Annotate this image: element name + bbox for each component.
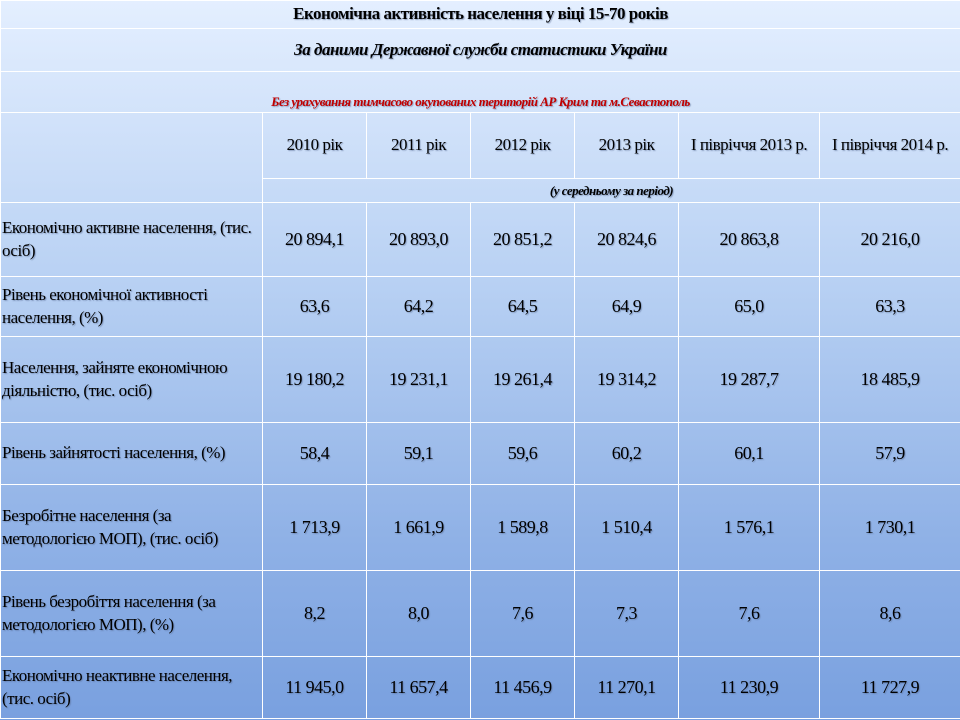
table-cell: 1 576,1	[679, 485, 820, 571]
table-cell: 1 661,9	[367, 485, 471, 571]
row-label: Економічно активне населення, (тис. осіб)	[1, 203, 263, 277]
table-row	[1, 571, 960, 657]
corner-cell	[1, 113, 263, 203]
table-cell: 8,2	[263, 571, 367, 657]
table-cell: 1 510,4	[575, 485, 679, 571]
table-cell: 20 893,0	[367, 203, 471, 277]
table-cell: 1 589,8	[471, 485, 575, 571]
table-cell: 7,6	[679, 571, 820, 657]
table-row	[1, 203, 960, 277]
table-cell: 64,5	[471, 277, 575, 337]
table-cell: 7,3	[575, 571, 679, 657]
table-cell: 59,1	[367, 423, 471, 485]
table-cell: 20 894,1	[263, 203, 367, 277]
table-row	[1, 337, 960, 423]
table-cell: 11 230,9	[679, 657, 820, 719]
column-header: І півріччя 2013 р.	[679, 113, 820, 179]
table-cell: 11 456,9	[471, 657, 575, 719]
table-cell: 20 216,0	[820, 203, 960, 277]
table-title: Економічна активність населення у віці 15-70 років	[1, 1, 960, 29]
territory-note: Без урахування тимчасово окупованих територій АР Крим та м.Севастополь	[1, 72, 960, 113]
table-row	[1, 277, 960, 337]
table-cell: 20 824,6	[575, 203, 679, 277]
table-cell: 63,6	[263, 277, 367, 337]
table-cell: 64,9	[575, 277, 679, 337]
column-header: 2011 рік	[367, 113, 471, 179]
table-cell: 57,9	[820, 423, 960, 485]
table-cell: 63,3	[820, 277, 960, 337]
table-row	[1, 657, 960, 719]
table-cell: 8,6	[820, 571, 960, 657]
column-header: І півріччя 2014 р.	[820, 113, 960, 179]
table-cell: 7,6	[471, 571, 575, 657]
table-cell: 11 727,9	[820, 657, 960, 719]
table-cell: 19 287,7	[679, 337, 820, 423]
row-label: Населення, зайняте економічною діяльністю, (тис. осіб)	[1, 337, 263, 423]
table-row	[1, 485, 960, 571]
row-label: Рівень безробіття населення (за методологією МОП), (%)	[1, 571, 263, 657]
source-line: За даними Державної служби статистики України	[1, 29, 960, 72]
row-label: Рівень зайнятості населення, (%)	[1, 423, 263, 485]
table-cell: 11 945,0	[263, 657, 367, 719]
table-cell: 20 851,2	[471, 203, 575, 277]
table-cell: 18 485,9	[820, 337, 960, 423]
column-header: 2012 рік	[471, 113, 575, 179]
table-cell: 19 261,4	[471, 337, 575, 423]
period-note: (у середньому за період)	[263, 179, 960, 203]
table-cell: 1 713,9	[263, 485, 367, 571]
table-cell: 1 730,1	[820, 485, 960, 571]
table-cell: 19 180,2	[263, 337, 367, 423]
table-cell: 60,2	[575, 423, 679, 485]
table-row	[1, 423, 960, 485]
row-label: Безробітне населення (за методологією МОП), (тис. осіб)	[1, 485, 263, 571]
table-cell: 65,0	[679, 277, 820, 337]
table-cell: 64,2	[367, 277, 471, 337]
table-cell: 19 231,1	[367, 337, 471, 423]
table-cell: 8,0	[367, 571, 471, 657]
table-cell: 59,6	[471, 423, 575, 485]
row-label: Рівень економічної активності населення, (%)	[1, 277, 263, 337]
row-label: Економічно неактивне населення, (тис. осіб)	[1, 657, 263, 719]
column-header: 2010 рік	[263, 113, 367, 179]
column-header: 2013 рік	[575, 113, 679, 179]
table-cell: 19 314,2	[575, 337, 679, 423]
table-cell: 20 863,8	[679, 203, 820, 277]
table-cell: 60,1	[679, 423, 820, 485]
table-cell: 11 657,4	[367, 657, 471, 719]
table-cell: 11 270,1	[575, 657, 679, 719]
table-cell: 58,4	[263, 423, 367, 485]
